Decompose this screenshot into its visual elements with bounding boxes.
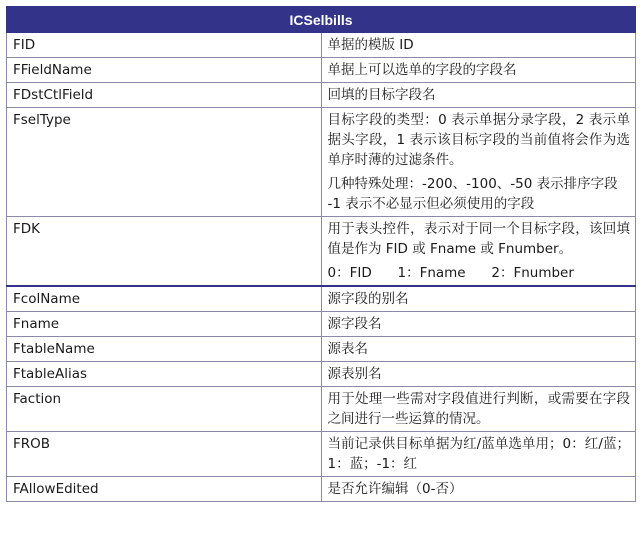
table-row (7, 108, 636, 217)
table-row (7, 33, 636, 58)
description-cell (321, 337, 636, 362)
table-row (7, 477, 636, 502)
table-row (7, 286, 636, 312)
description-line: 用于表头控件，表示对于同一个目标字段，该回填值是作为 FID 或 Fname 或 Fnumber。 (327, 221, 630, 257)
description-line: 当前记录供目标单据为红/蓝单选单用；0：红/蓝；1：蓝；-1：红 (327, 436, 630, 472)
description-cell (321, 83, 636, 108)
description-line: 用于处理一些需对字段值进行判断，或需要在字段之间进行一些运算的情况。 (327, 391, 630, 427)
description-cell (321, 217, 636, 287)
field-name-cell: Fname (7, 312, 322, 337)
table-row (7, 58, 636, 83)
description-line: 几种特殊处理：-200、-100、-50 表示排序字段 (327, 176, 618, 192)
description-line: 是否允许编辑（0-否） (327, 481, 463, 497)
description-cell (321, 58, 636, 83)
field-name-cell: FAllowEdited (7, 477, 322, 502)
description-cell (321, 312, 636, 337)
description-line: 0：FID 1：Fname 2：Fnumber (327, 265, 574, 281)
field-name-cell: FID (7, 33, 322, 58)
table-header-row (7, 7, 636, 33)
document-table-wrapper (6, 6, 636, 502)
table-row (7, 83, 636, 108)
table-row (7, 312, 636, 337)
field-name-cell: FDstCtlField (7, 83, 322, 108)
description-line: 单据上可以选单的字段的字段名 (327, 62, 517, 78)
description-cell (321, 33, 636, 58)
icselbills-table (6, 6, 636, 502)
description-cell (321, 387, 636, 432)
field-name-cell: FtableName (7, 337, 322, 362)
description-cell (321, 477, 636, 502)
field-name-cell: FselType (7, 108, 322, 217)
description-line: -1 表示不必显示但必须使用的字段 (327, 196, 535, 212)
description-line: 源表名 (327, 341, 368, 357)
field-name-cell: Faction (7, 387, 322, 432)
description-line: 源字段名 (327, 316, 382, 332)
description-cell (321, 432, 636, 477)
description-cell (321, 108, 636, 217)
field-name-cell: FDK (7, 217, 322, 287)
description-cell (321, 362, 636, 387)
description-cell (321, 286, 636, 312)
table-row (7, 217, 636, 287)
table-title: ICSelbills (7, 7, 636, 33)
description-line: 回填的目标字段名 (327, 87, 436, 103)
description-line: 源表别名 (327, 366, 382, 382)
table-row (7, 337, 636, 362)
description-line: 源字段的别名 (327, 291, 409, 307)
table-row (7, 432, 636, 477)
table-row (7, 362, 636, 387)
field-name-cell: FFieldName (7, 58, 322, 83)
table-row (7, 387, 636, 432)
description-line: 单据的模版 ID (327, 37, 414, 53)
field-name-cell: FROB (7, 432, 322, 477)
field-name-cell: FcolName (7, 286, 322, 312)
field-name-cell: FtableAlias (7, 362, 322, 387)
description-line: 目标字段的类型：0 表示单据分录字段，2 表示单据头字段，1 表示该目标字段的当前值将会作为选单序时薄的过滤条件。 (327, 112, 630, 168)
